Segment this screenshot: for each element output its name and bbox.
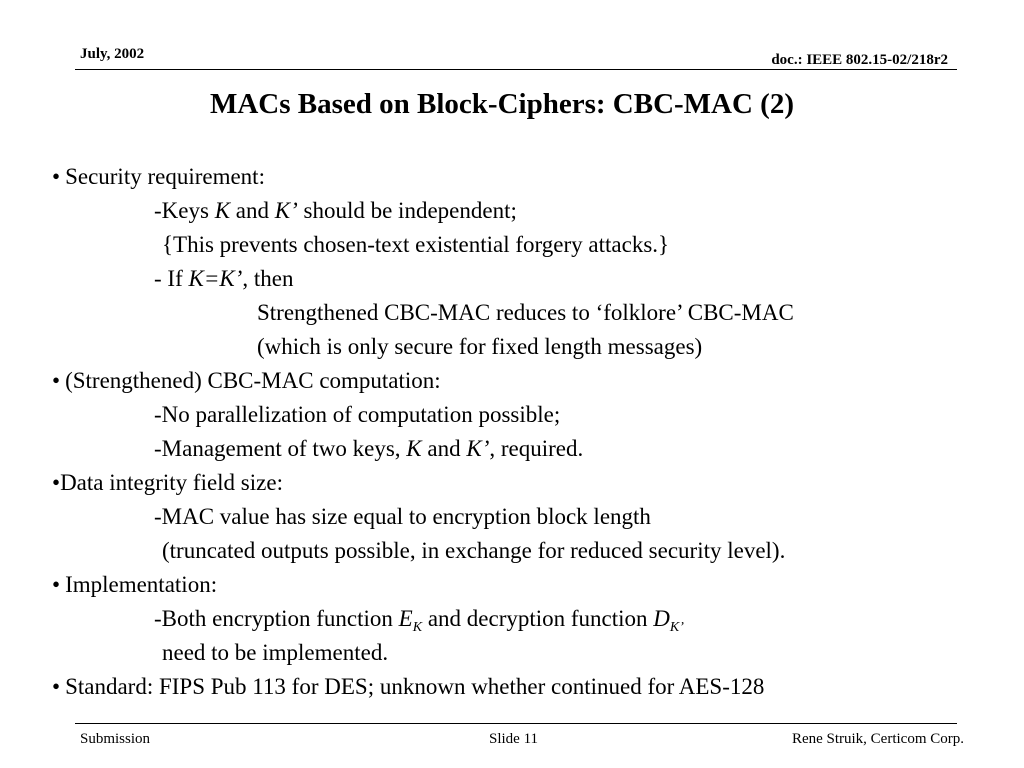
if-line xyxy=(154,264,293,294)
mgmt-prefix: -Management of two keys, xyxy=(154,436,401,461)
k-symbol: K xyxy=(214,198,231,223)
footer-rule xyxy=(75,723,957,724)
header-rule xyxy=(75,69,957,70)
footer-submission: Submission xyxy=(80,731,151,747)
truncated-line: (truncated outputs possible, in exchange for reduced security level). xyxy=(162,538,786,563)
if-prefix: - If xyxy=(154,266,183,291)
mgmt-suffix: , required. xyxy=(489,436,584,461)
d-symbol: D xyxy=(653,606,670,631)
bullet-icon: • xyxy=(52,572,61,597)
both-prefix: -Both encryption function xyxy=(154,606,393,631)
keys-prefix: -Keys xyxy=(154,198,209,223)
mac-size-line: -MAC value has size equal to encryption block length xyxy=(154,504,651,529)
k-prime-symbol: K’ xyxy=(274,198,298,223)
secure-note-line: (which is only secure for fixed length messages) xyxy=(257,334,703,359)
management-line xyxy=(154,434,583,464)
if-suffix: , then xyxy=(242,266,294,291)
standard-text: Standard: FIPS Pub 113 for DES; unknown whether continued for AES-128 xyxy=(65,674,765,699)
functions-middle: and decryption function xyxy=(427,606,648,631)
need-line: need to be implemented. xyxy=(162,640,389,665)
k-symbol: K xyxy=(406,436,422,461)
header-doc-id: doc.: IEEE 802.15-02/218r2 xyxy=(771,52,948,68)
e-subscript: K xyxy=(412,620,423,635)
k-equals-symbol: K=K’ xyxy=(188,266,243,291)
footer-slide-number: Slide 11 xyxy=(489,731,539,747)
bullet-standard xyxy=(52,672,764,702)
computation-heading: (Strengthened) CBC-MAC computation: xyxy=(65,368,441,393)
integrity-heading: Data integrity field size: xyxy=(60,470,283,495)
implementation-heading: Implementation: xyxy=(65,572,218,597)
keys-line xyxy=(154,196,517,226)
no-parallel-line: -No parallelization of computation possible; xyxy=(154,402,561,427)
security-heading: Security requirement: xyxy=(65,164,265,189)
bullet-icon: • xyxy=(52,368,61,393)
bullet-icon: • xyxy=(52,674,61,699)
bullet-icon: • xyxy=(52,164,61,189)
k-prime-symbol: K’ xyxy=(466,436,490,461)
reduces-line: Strengthened CBC-MAC reduces to ‘folklore’ CBC-MAC xyxy=(257,300,794,325)
functions-line xyxy=(154,604,684,634)
footer-author: Rene Struik, Certicom Corp. xyxy=(791,731,964,747)
bullet-security xyxy=(52,162,265,192)
header-date: July, 2002 xyxy=(80,46,145,62)
bullet-computation xyxy=(52,366,441,396)
keys-suffix: should be independent; xyxy=(303,198,517,223)
bullet-integrity xyxy=(52,468,283,498)
d-subscript: K’ xyxy=(669,620,684,635)
bullet-implementation xyxy=(52,570,217,600)
e-symbol: E xyxy=(398,606,413,631)
and-word: and xyxy=(427,436,461,461)
bullet-icon: • xyxy=(52,470,61,495)
and-word: and xyxy=(235,198,269,223)
slide-title: MACs Based on Block-Ciphers: CBC-MAC (2) xyxy=(209,88,794,120)
prevents-line: {This prevents chosen-text existential forgery attacks.} xyxy=(162,232,670,257)
